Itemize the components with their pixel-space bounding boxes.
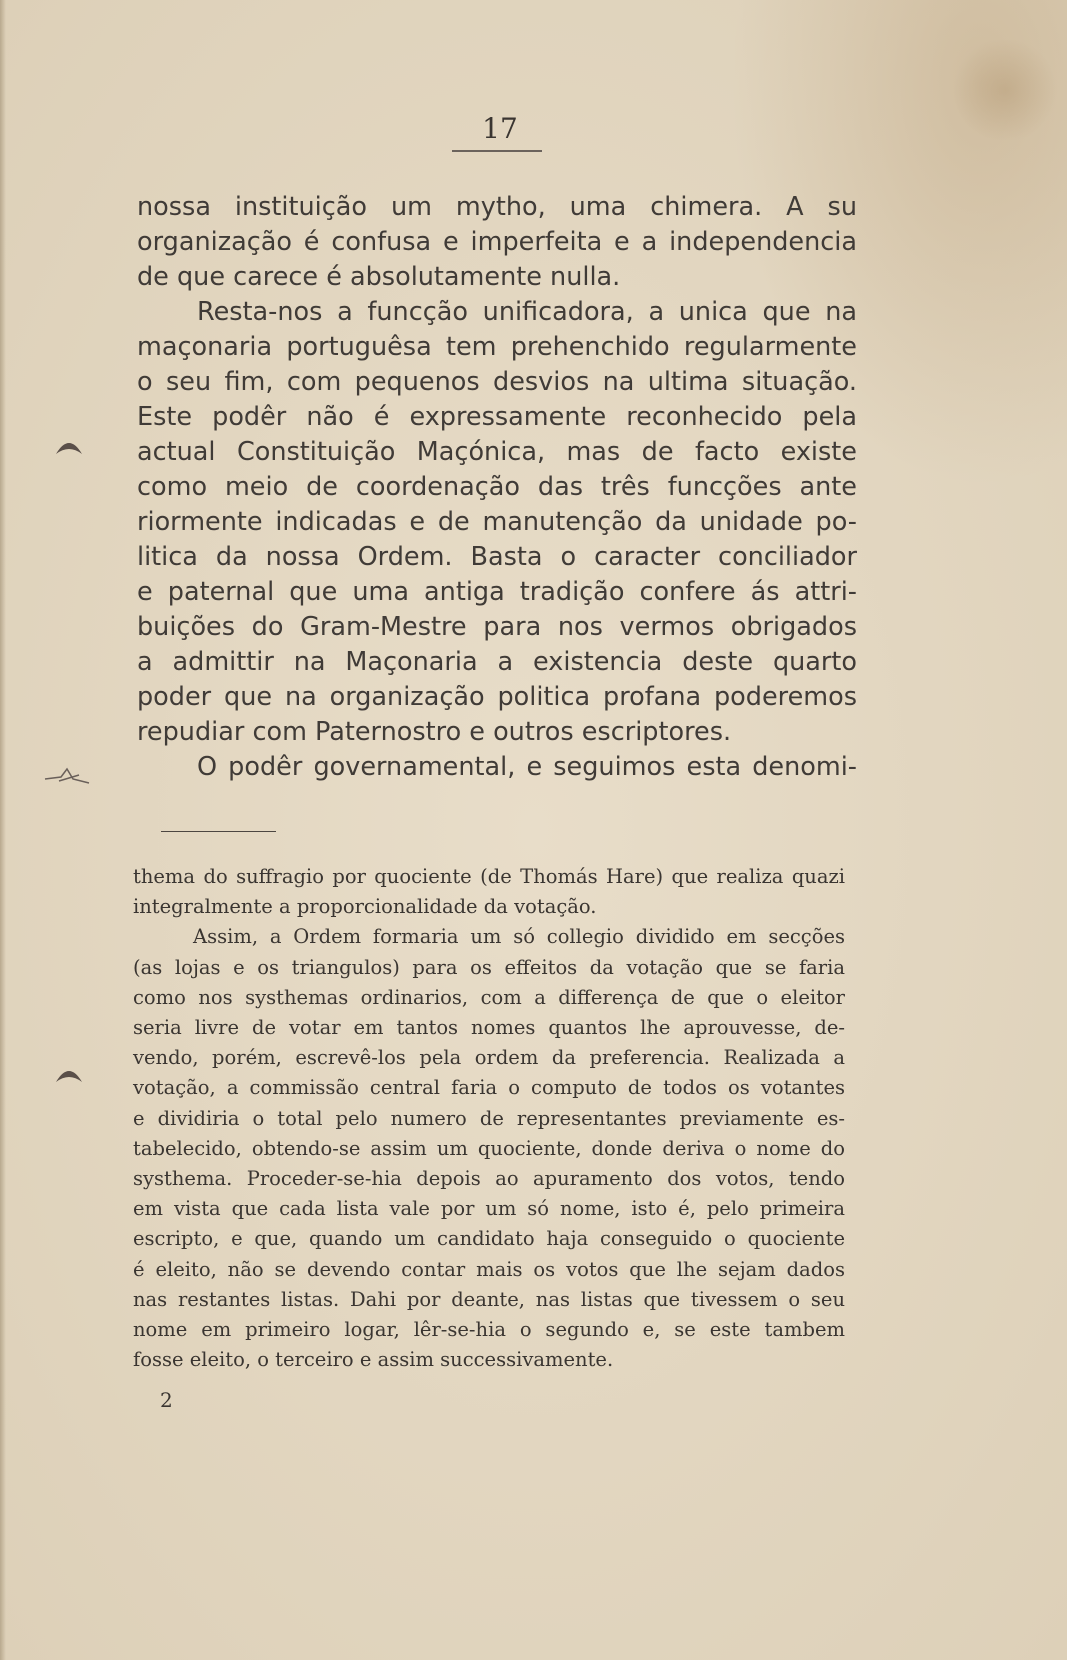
footnote-line: integralmente a proporcionalidade da votação. [133,895,597,919]
footnote-line: em vista que cada lista vale por um só nome, isto é, pelo primeira [133,1197,845,1221]
footnote-line: nome em primeiro logar, lêr-se-hia o segundo e, se este tambem [133,1318,845,1342]
text-line: maçonaria portuguêsa tem prehenchido regularmente [137,332,857,362]
text-line: buições do Gram-Mestre para nos vermos obrigados [137,612,857,642]
footnote-line: systhema. Proceder-se-hia depois ao apuramento dos votos, tendo [133,1167,845,1191]
text-line: a admittir na Maçonaria a existencia deste quarto [137,647,857,677]
text-line: organização é confusa e imperfeita e a independencia [137,227,857,257]
footnote-line: Assim, a Ordem formaria um só collegio dividido em secções [193,925,845,949]
footnote-line: tabelecido, obtendo-se assim um quociente, donde deriva o nome do [133,1136,845,1160]
footnote-line: thema do suffragio por quociente (de Thomás Hare) que realiza quazi [133,865,845,888]
text-line: litica da nossa Ordem. Basta o caracter conciliador [137,542,857,572]
footnote-line: é eleito, não se devendo contar mais os votos que lhe sejam dados [133,1257,845,1281]
text-line: o seu fim, com pequenos desvios na ultima situação. [137,367,857,397]
footnote-line: (as lojas e os triangulos) para os effeitos da votação que se faria [133,955,845,979]
text-line: de que carece é absolutamente nulla. [137,262,621,292]
footnote-line: seria livre de votar em tantos nomes quantos lhe aprouvesse, de- [133,1016,845,1040]
footnote-line: vendo, porém, escrevê-los pela ordem da preferencia. Realizada a [133,1046,845,1070]
signature-mark: 2 [160,1388,173,1412]
main-text [137,190,857,785]
footnote-line: escripto, e que, quando um candidato haja conseguido o quociente [133,1227,845,1251]
text-line: O podêr governamental, e seguimos esta denomi- [197,752,857,782]
text-line: como meio de coordenação das três funcções ante [137,472,857,502]
text-line: actual Constituição Maçónica, mas de facto existe [137,437,857,467]
page-number-rule [452,150,542,152]
binder-hole-mark [54,436,84,456]
footnote-line: votação, a commissão central faria o computo de todos os votantes [133,1076,845,1100]
footnote-line: fosse eleito, o terceiro e assim successivamente. [133,1348,614,1372]
page-number: 17 [482,112,518,145]
binder-hole-mark [54,1064,84,1084]
footnote-line: nas restantes listas. Dahi por deante, nas listas que tivessem o seu [133,1287,845,1311]
text-line: nossa instituição um mytho, uma chimera. A su [137,192,857,222]
text-line: poder que na organização politica profana poderemos [137,682,857,712]
text-line: Resta-nos a funcção unificadora, a unica que na [197,297,857,327]
text-line: Este podêr não é expressamente reconhecido pela [137,402,857,432]
footnote-line: como nos systhemas ordinarios, com a differença de que o eleitor [133,985,845,1009]
footnote-line: e dividiria o total pelo numero de representantes previamente es- [133,1106,845,1130]
footnote-rule [161,831,276,832]
text-line: repudiar com Paternostro e outros escriptores. [137,717,732,747]
pen-scribble-mark [43,765,93,790]
page-edge [0,0,6,1660]
text-line: e paternal que uma antiga tradição confere ás attri- [137,577,857,607]
text-line: riormente indicadas e de manutenção da unidade po- [137,507,857,537]
footnote [133,862,845,1375]
